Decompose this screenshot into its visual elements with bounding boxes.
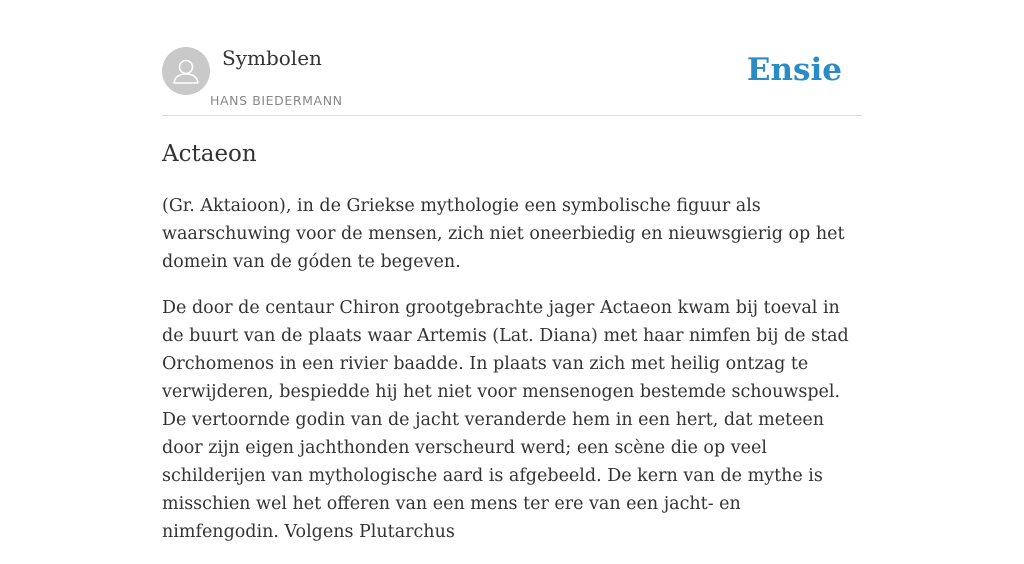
entry-title: Actaeon bbox=[162, 141, 257, 167]
header bbox=[162, 0, 862, 116]
paragraph: De door de centaur Chiron grootgebrachte jager Actaeon kwam bij toeval in de buurt van de plaats waar Artemis (Lat. Diana) met haar nimfen bij de stad Orchomenos in een rivier baadde. In plaats van zich met heilig ontzag te verwijderen, bespiedde hij het niet voor mensenogen bestemde schouwspel. De vertoornde godin van de jacht veranderde hem in een hert, dat meteen door zijn eigen jachthonden verscheurd werd; een scène die op veel schilderijen van mythologische aard is afgebeeld. De kern van de mythe is misschien wel het offeren van een mens ter ere van een jacht- en nimfengodin. Volgens Plutarchus bbox=[162, 298, 849, 542]
brand-logo[interactable]: Ensie bbox=[746, 52, 842, 88]
paragraph: (Gr. Aktaioon), in de Griekse mythologie een symbolische figuur als waarschuwing voor de mensen, zich niet oneerbiedig en nieuwsgierig op het domein van de góden te begeven. bbox=[162, 196, 845, 272]
user-icon bbox=[162, 47, 210, 95]
entry-body bbox=[162, 192, 862, 564]
author-name[interactable]: HANS BIEDERMANN bbox=[210, 93, 343, 108]
page bbox=[162, 0, 862, 542]
book-title[interactable]: Symbolen bbox=[222, 46, 322, 70]
avatar[interactable] bbox=[162, 47, 210, 95]
